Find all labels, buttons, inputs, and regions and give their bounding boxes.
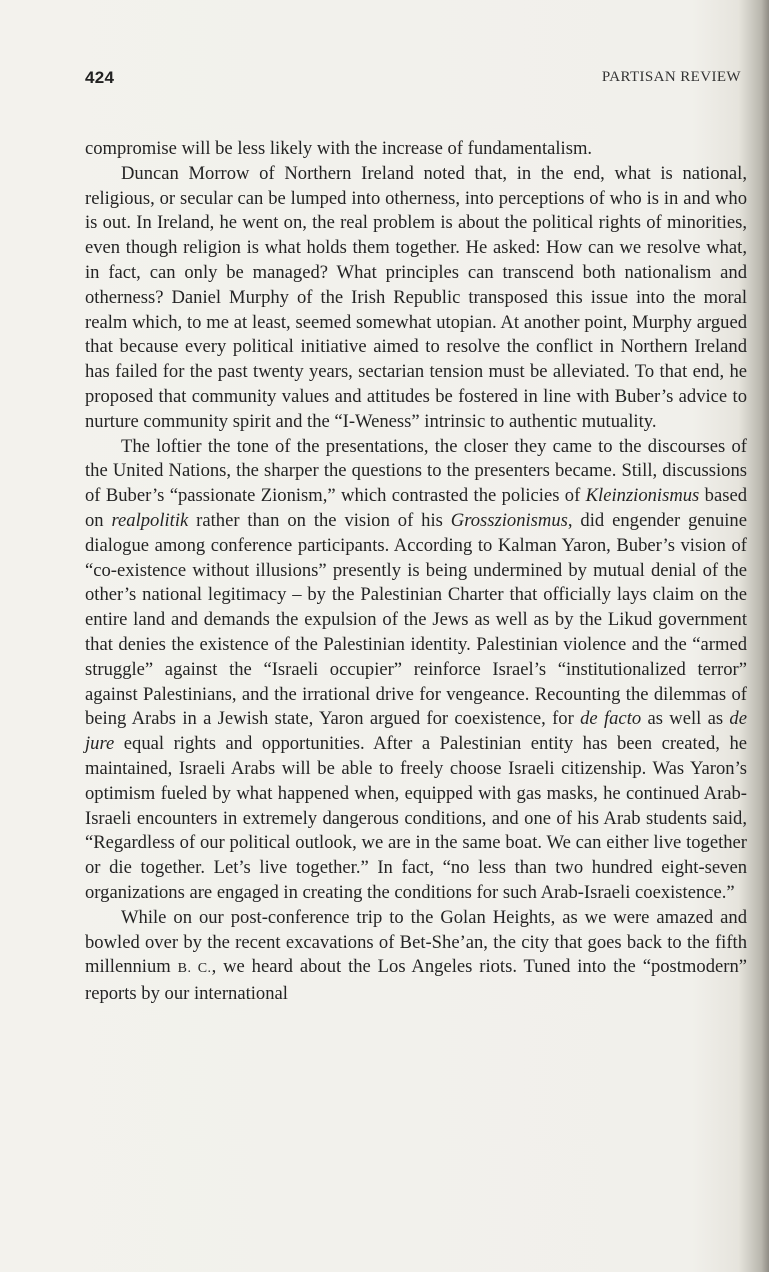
italic-term: de jure: [85, 708, 747, 755]
paragraph-1: compromise will be less likely with the increase of fundamentalism.: [85, 138, 593, 159]
paragraph-3: [85, 435, 747, 906]
paragraph-3-text: The loftier the tone of the presentations, the closer they came to the discourses of the United Nations, the sharper the questions to the presenters became. Still, discussions of Buber’s “passionate Zionism,” which contrasted the policies of: [85, 435, 747, 507]
paragraph-3-text: as well as: [641, 708, 730, 730]
paragraph-3-text: based on: [85, 485, 747, 531]
paragraph-4-text: , we heard about the Los Angeles riots. Tuned into the “postmodern” reports by our international: [85, 956, 747, 1005]
page-number: 424: [85, 68, 115, 87]
paragraph-3-text: , did engender genuine dialogue among conference participants. According to Kalman Yaron, Buber’s vision of “co-existence without illusions” presently is being undermined by mutual denial of the other’s national legitimacy – by the Palestinian Charter that officially lays claim on the entire land and demands the expulsion of the Jews as well as by the Likud government that denies the existence of the Palestinian identity. Palestinian violence and the “armed struggle” against the “Israeli occupier” reinforce Israel’s “institutionalized terror” against Palestinians, and the irrational drive for vengeance. Recounting the dilemmas of being Arabs in a Jewish state, Yaron argued for coexistence, for: [85, 509, 747, 730]
paragraph-4: [85, 906, 747, 1007]
italic-term: de facto: [580, 708, 642, 730]
paragraph-3-text: equal rights and opportunities. After a Palestinian entity has been created, he maintained, Israeli Arabs will be able to freely choose Israeli citizenship. Was Yaron’s optimism fueled by what happened when, equipped with gas masks, he continued Arab-Israeli encounters in extremely dangerous conditions, and one of his Arab students said, “Regardless of our political outlook, we are in the same boat. We can either live together or die together. Let’s live together.” In fact, “no less than two hundred eight-seven organizations are engaged in creating the conditions for such Arab-Israeli coexistence.”: [85, 733, 747, 903]
italic-term: realpolitik: [111, 509, 189, 531]
paragraph-3-text: rather than on the vision of his: [188, 509, 451, 531]
italic-term: Kleinzionismus: [585, 485, 700, 507]
running-head: PARTISAN REVIEW: [601, 69, 741, 85]
body-text: [85, 137, 747, 1007]
italic-term: Grosszionismus: [450, 509, 568, 531]
small-caps-era: B. C.: [177, 961, 212, 977]
paragraph-2: Duncan Morrow of Northern Ireland noted that, in the end, what is national, religious, or secular can be lumped into otherness, into perceptions of who is in and who is out. In Ireland, he went on, the real problem is about the political rights of minorities, even though religion is what holds them together. He asked: How can we resolve what, in fact, can only be managed? What principles can transcend both nationalism and otherness? Daniel Murphy of the Irish Republic transposed this issue into the moral realm which, to me at least, seemed somewhat utopian. At another point, Murphy argued that because every political initiative aimed to resolve the conflict in Northern Ireland has failed for the past twenty years, sectarian tension must be alleviated. To that end, he proposed that community values and attitudes be fostered in line with Buber’s advice to nurture community spirit and the “I-Weness” intrinsic to authentic mutuality.: [85, 162, 747, 432]
paragraph-4-text: While on our post-conference trip to the Golan Heights, as we were amazed and bowled over by the recent excavations of Bet-She’an, the city that goes back to the fifth millennium: [85, 906, 747, 978]
